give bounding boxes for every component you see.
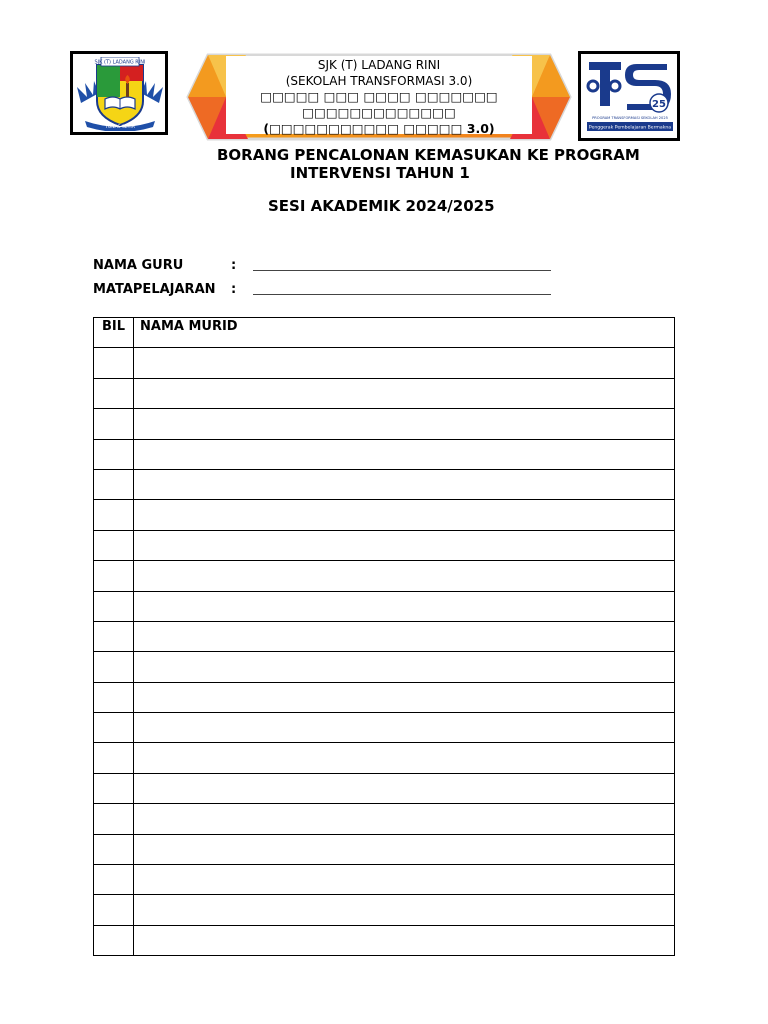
nama-murid-cell[interactable]: [134, 713, 675, 743]
nama-murid-cell[interactable]: [134, 469, 675, 499]
nama-murid-cell[interactable]: [134, 621, 675, 651]
bil-cell[interactable]: [94, 439, 134, 469]
nama-murid-cell[interactable]: [134, 925, 675, 955]
banner-tamil-name: □□□□□ □□□ □□□□ □□□□□□□ □□□□□□□□□□□□□: [260, 89, 498, 120]
table-row: [94, 682, 675, 712]
table-row: [94, 500, 675, 530]
nama-murid-cell[interactable]: [134, 743, 675, 773]
school-crest-logo: [70, 51, 168, 135]
bil-cell[interactable]: [94, 682, 134, 712]
nama-murid-cell[interactable]: [134, 682, 675, 712]
bil-cell[interactable]: [94, 713, 134, 743]
table-row: [94, 804, 675, 834]
table-row: [94, 621, 675, 651]
table-row: [94, 561, 675, 591]
banner-tamil-type: (□□□□□□□□□□□ □□□□□ 3.0): [263, 121, 495, 136]
table-row: [94, 895, 675, 925]
ts-caption: PROGRAM TRANSFORMASI SEKOLAH 2025: [592, 116, 668, 120]
table-row: [94, 469, 675, 499]
subject-field[interactable]: [253, 294, 551, 295]
bil-cell[interactable]: [94, 469, 134, 499]
ts25-logo: [578, 51, 680, 141]
table-row: [94, 865, 675, 895]
form-title-line2: INTERVENSI TAHUN 1: [290, 164, 470, 182]
form-title-line1: BORANG PENCALONAN KEMASUKAN KE PROGRAM: [217, 146, 640, 164]
table-row: [94, 713, 675, 743]
column-header-nama-murid: NAMA MURID: [134, 318, 675, 348]
banner-school-name: SJK (T) LADANG RINI: [317, 58, 441, 72]
banner-school-type: (SEKOLAH TRANSFORMASI 3.0): [285, 74, 473, 88]
school-banner: [186, 52, 572, 142]
nama-murid-cell[interactable]: [134, 500, 675, 530]
bil-cell[interactable]: [94, 925, 134, 955]
bil-cell[interactable]: [94, 530, 134, 560]
nama-murid-cell[interactable]: [134, 804, 675, 834]
table-row: [94, 925, 675, 955]
nama-murid-cell[interactable]: [134, 409, 675, 439]
table-row: [94, 530, 675, 560]
session-title: SESI AKADEMIK 2024/2025: [268, 197, 495, 215]
bil-cell[interactable]: [94, 652, 134, 682]
nama-murid-cell[interactable]: [134, 652, 675, 682]
bil-cell[interactable]: [94, 561, 134, 591]
bil-cell[interactable]: [94, 500, 134, 530]
table-row: [94, 743, 675, 773]
bil-cell[interactable]: [94, 591, 134, 621]
bil-cell[interactable]: [94, 409, 134, 439]
bil-cell[interactable]: [94, 743, 134, 773]
bil-cell[interactable]: [94, 621, 134, 651]
teacher-name-field[interactable]: [253, 270, 551, 271]
nama-murid-cell[interactable]: [134, 378, 675, 408]
bil-cell[interactable]: [94, 834, 134, 864]
table-row: [94, 348, 675, 378]
teacher-name-label: NAMA GURU: [93, 258, 184, 273]
table-row: [94, 773, 675, 803]
crest-top-label: SJK (T) LADANG RINI: [94, 59, 146, 66]
teacher-name-colon: :: [231, 258, 237, 273]
bil-cell[interactable]: [94, 378, 134, 408]
table-header-row: [94, 318, 675, 348]
nama-murid-cell[interactable]: [134, 591, 675, 621]
bil-cell[interactable]: [94, 865, 134, 895]
table-row: [94, 439, 675, 469]
crest-ribbon-label: TUNAS SETIA: [105, 125, 135, 130]
nama-murid-cell[interactable]: [134, 865, 675, 895]
nama-murid-cell[interactable]: [134, 530, 675, 560]
ts-number: 25: [652, 99, 666, 110]
column-header-bil: BIL: [94, 318, 134, 348]
nama-murid-cell[interactable]: [134, 834, 675, 864]
bil-cell[interactable]: [94, 804, 134, 834]
nama-murid-cell[interactable]: [134, 561, 675, 591]
nama-murid-cell[interactable]: [134, 348, 675, 378]
student-nomination-table: [93, 317, 675, 956]
nama-murid-cell[interactable]: [134, 895, 675, 925]
table-row: [94, 834, 675, 864]
bil-cell[interactable]: [94, 895, 134, 925]
table-row: [94, 652, 675, 682]
bil-cell[interactable]: [94, 773, 134, 803]
nama-murid-cell[interactable]: [134, 439, 675, 469]
subject-label: MATAPELAJARAN: [93, 282, 216, 297]
table-row: [94, 409, 675, 439]
subject-colon: :: [231, 282, 237, 297]
table-row: [94, 591, 675, 621]
nama-murid-cell[interactable]: [134, 773, 675, 803]
ts-tagline: Penggerak Pembelajaran Bermakna: [588, 125, 672, 131]
bil-cell[interactable]: [94, 348, 134, 378]
table-row: [94, 378, 675, 408]
